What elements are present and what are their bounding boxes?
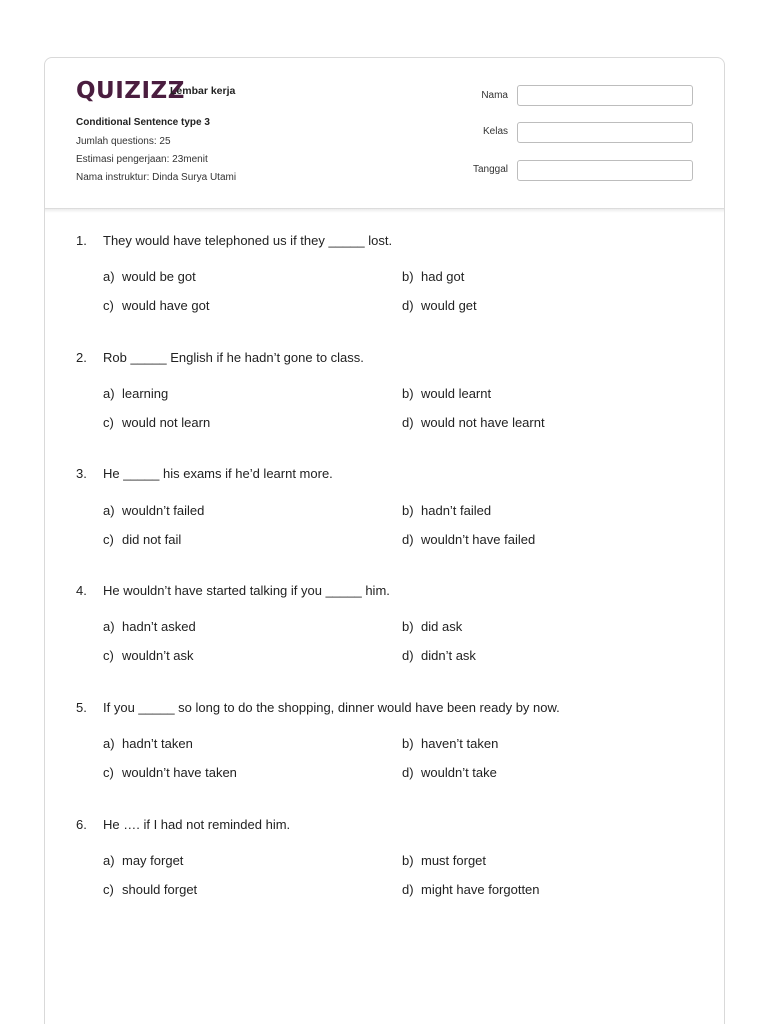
option-c[interactable]: [103, 765, 237, 780]
option-letter: c): [103, 765, 114, 780]
option-letter: d): [402, 765, 414, 780]
option-d[interactable]: [402, 415, 545, 430]
option-text: would have got: [122, 298, 210, 313]
option-b[interactable]: [402, 853, 486, 868]
option-letter: a): [103, 736, 115, 751]
question-text: He _____ his exams if he’d learnt more.: [103, 466, 333, 481]
option-text: wouldn’t have failed: [421, 532, 536, 547]
option-letter: a): [103, 386, 115, 401]
worksheet-title: Conditional Sentence type 3: [76, 117, 210, 128]
option-text: didn’t ask: [421, 648, 476, 663]
option-letter: c): [103, 532, 114, 547]
option-text: would get: [421, 298, 477, 313]
option-text: should forget: [122, 882, 198, 897]
option-b[interactable]: [402, 736, 498, 751]
option-letter: d): [402, 532, 414, 547]
option-text: wouldn’t have taken: [122, 765, 237, 780]
question-number: 5.: [76, 700, 87, 715]
option-letter: a): [103, 269, 115, 284]
option-letter: b): [402, 736, 414, 751]
option-c[interactable]: [103, 648, 194, 663]
question-number: 6.: [76, 817, 87, 832]
option-text: wouldn’t ask: [122, 648, 194, 663]
question-number: 4.: [76, 583, 87, 598]
option-text: would be got: [122, 269, 196, 284]
name-label: Nama: [481, 90, 508, 101]
option-text: hadn’t taken: [122, 736, 193, 751]
option-c[interactable]: [103, 532, 181, 547]
option-d[interactable]: [402, 765, 497, 780]
option-text: may forget: [122, 853, 184, 868]
class-label: Kelas: [482, 126, 508, 137]
option-text: would learnt: [421, 386, 492, 401]
option-text: learning: [122, 386, 169, 401]
option-text: would not learn: [122, 415, 211, 430]
option-letter: d): [402, 415, 414, 430]
option-letter: c): [103, 415, 114, 430]
option-d[interactable]: [402, 648, 476, 663]
option-letter: b): [402, 269, 414, 284]
estimated-duration: Estimasi pengerjaan: 23menit: [76, 154, 208, 165]
option-text: hadn’t asked: [122, 619, 196, 634]
question-text: They would have telephoned us if they _____ lost.: [103, 233, 393, 248]
class-field[interactable]: [517, 122, 693, 143]
option-b[interactable]: [402, 269, 464, 284]
option-letter: c): [103, 648, 114, 663]
option-letter: a): [103, 503, 115, 518]
option-c[interactable]: [103, 415, 210, 430]
option-b[interactable]: [402, 386, 491, 401]
option-text: had got: [421, 269, 465, 284]
option-text: hadn’t failed: [421, 503, 492, 518]
option-d[interactable]: [402, 532, 535, 547]
option-letter: b): [402, 619, 414, 634]
question-number: 2.: [76, 350, 87, 365]
option-a[interactable]: [103, 619, 196, 634]
option-text: might have forgotten: [421, 882, 540, 897]
question-text: He …. if I had not reminded him.: [103, 817, 291, 832]
option-a[interactable]: [103, 386, 168, 401]
question-number: 1.: [76, 233, 87, 248]
option-c[interactable]: [103, 882, 197, 897]
option-letter: a): [103, 619, 115, 634]
question-number: 3.: [76, 466, 87, 481]
option-a[interactable]: [103, 503, 204, 518]
question-text: If you _____ so long to do the shopping, dinner would have been ready by now.: [103, 700, 560, 715]
option-letter: b): [402, 503, 414, 518]
date-field[interactable]: [517, 160, 693, 181]
question-text: Rob _____ English if he hadn’t gone to class.: [103, 350, 364, 365]
option-d[interactable]: [402, 298, 477, 313]
option-text: must forget: [421, 853, 487, 868]
option-b[interactable]: [402, 619, 462, 634]
question-text: He wouldn’t have started talking if you _____ him.: [103, 583, 390, 598]
option-a[interactable]: [103, 269, 196, 284]
worksheet-subtitle: Lembar kerja: [170, 85, 236, 97]
option-a[interactable]: [103, 853, 183, 868]
option-text: haven’t taken: [421, 736, 499, 751]
option-text: did not fail: [122, 532, 182, 547]
name-field[interactable]: [517, 85, 693, 106]
option-c[interactable]: [103, 298, 209, 313]
option-d[interactable]: [402, 882, 540, 897]
option-a[interactable]: [103, 736, 193, 751]
date-label: Tanggal: [472, 164, 508, 175]
option-text: would not have learnt: [421, 415, 545, 430]
header-divider: [45, 209, 724, 213]
option-letter: b): [402, 853, 414, 868]
option-letter: b): [402, 386, 414, 401]
worksheet: [44, 57, 725, 1024]
option-text: wouldn’t failed: [122, 503, 205, 518]
worksheet-header: [45, 58, 724, 209]
option-text: wouldn’t take: [421, 765, 497, 780]
option-letter: d): [402, 648, 414, 663]
question-count: Jumlah questions: 25: [76, 136, 171, 147]
quizizz-logo: QUIZIZZ: [76, 78, 185, 104]
option-text: did ask: [421, 619, 463, 634]
option-letter: d): [402, 298, 414, 313]
option-letter: c): [103, 882, 114, 897]
option-b[interactable]: [402, 503, 491, 518]
option-letter: a): [103, 853, 115, 868]
option-letter: d): [402, 882, 414, 897]
option-letter: c): [103, 298, 114, 313]
instructor-name: Nama instruktur: Dinda Surya Utami: [76, 172, 237, 183]
